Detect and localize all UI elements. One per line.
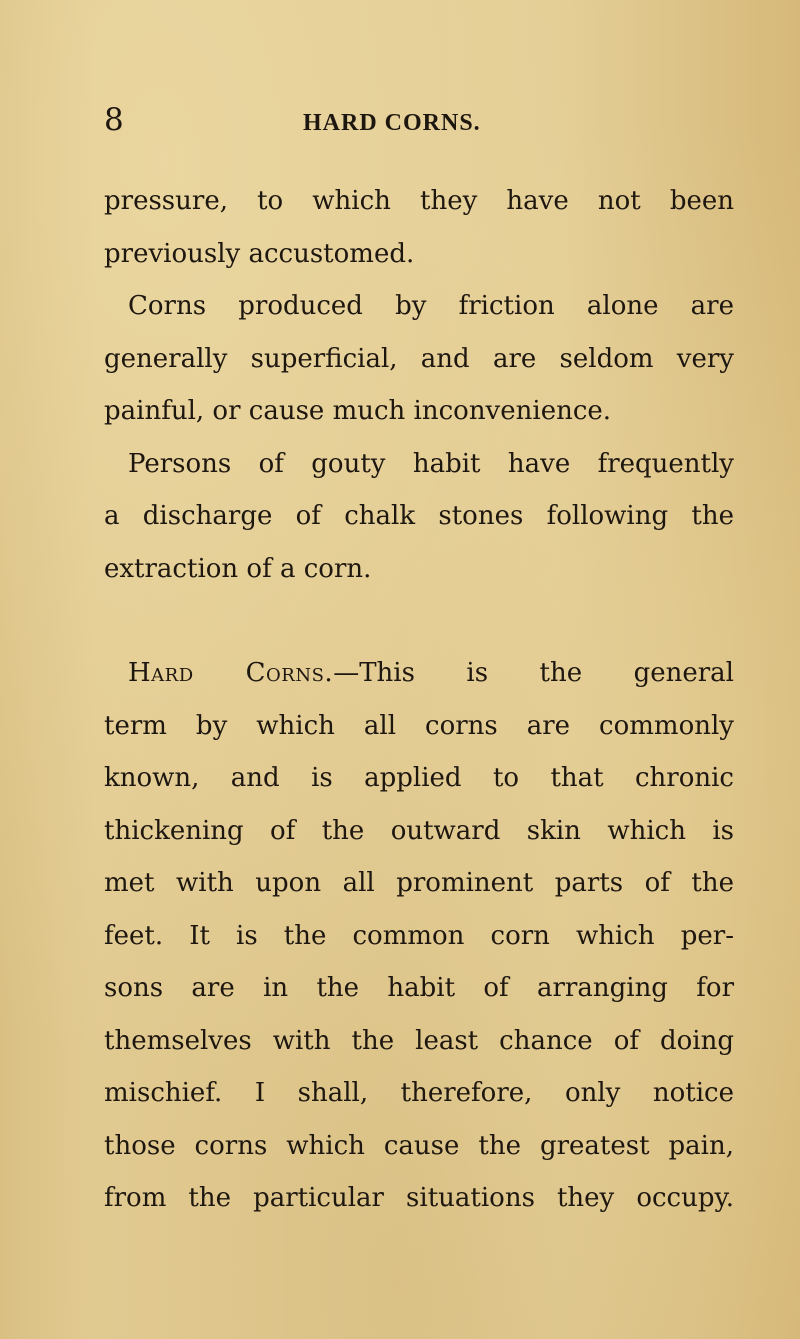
page-number: 8	[104, 102, 124, 138]
text-line: sons are in the habit of arranging for	[104, 973, 734, 1003]
paragraph-gap	[104, 595, 734, 647]
heading-continuation: —This is the general	[333, 658, 734, 688]
paragraph	[104, 647, 734, 1225]
paragraph	[104, 438, 734, 596]
body-text	[104, 175, 734, 1225]
text-line: generally superficial, and are seldom very	[104, 343, 734, 374]
text-line: a discharge of chalk stones following the	[104, 501, 734, 531]
section-heading: Hard Corns.	[128, 658, 334, 688]
text-line: mischief. I shall, therefore, only notice	[104, 1078, 734, 1108]
text-line: thickening of the outward skin which is	[104, 815, 734, 846]
paragraph	[104, 280, 734, 438]
text-line: Persons of gouty habit have frequently	[128, 448, 734, 479]
running-head: HARD CORNS.	[303, 110, 481, 136]
text-line: met with upon all prominent parts of the	[104, 868, 734, 898]
paragraph	[104, 175, 734, 280]
text-line	[104, 647, 734, 700]
text-line: themselves with the least chance of doing	[104, 1025, 734, 1056]
text-line: Corns produced by friction alone are	[128, 291, 734, 321]
text-line: known, and is applied to that chronic	[104, 763, 734, 793]
text-line: term by which all corns are commonly	[104, 710, 734, 741]
text-line: painful, or cause much inconvenience.	[104, 396, 612, 426]
text-line: those corns which cause the greatest pain,	[104, 1130, 734, 1161]
text-line: feet. It is the common corn which per-	[104, 920, 734, 951]
page-header	[0, 98, 800, 142]
text-line: from the particular situations they occupy.	[104, 1183, 734, 1213]
text-line: previously accustomed.	[104, 238, 415, 269]
text-line: pressure, to which they have not been	[104, 186, 734, 216]
text-line: extraction of a corn.	[104, 553, 372, 584]
